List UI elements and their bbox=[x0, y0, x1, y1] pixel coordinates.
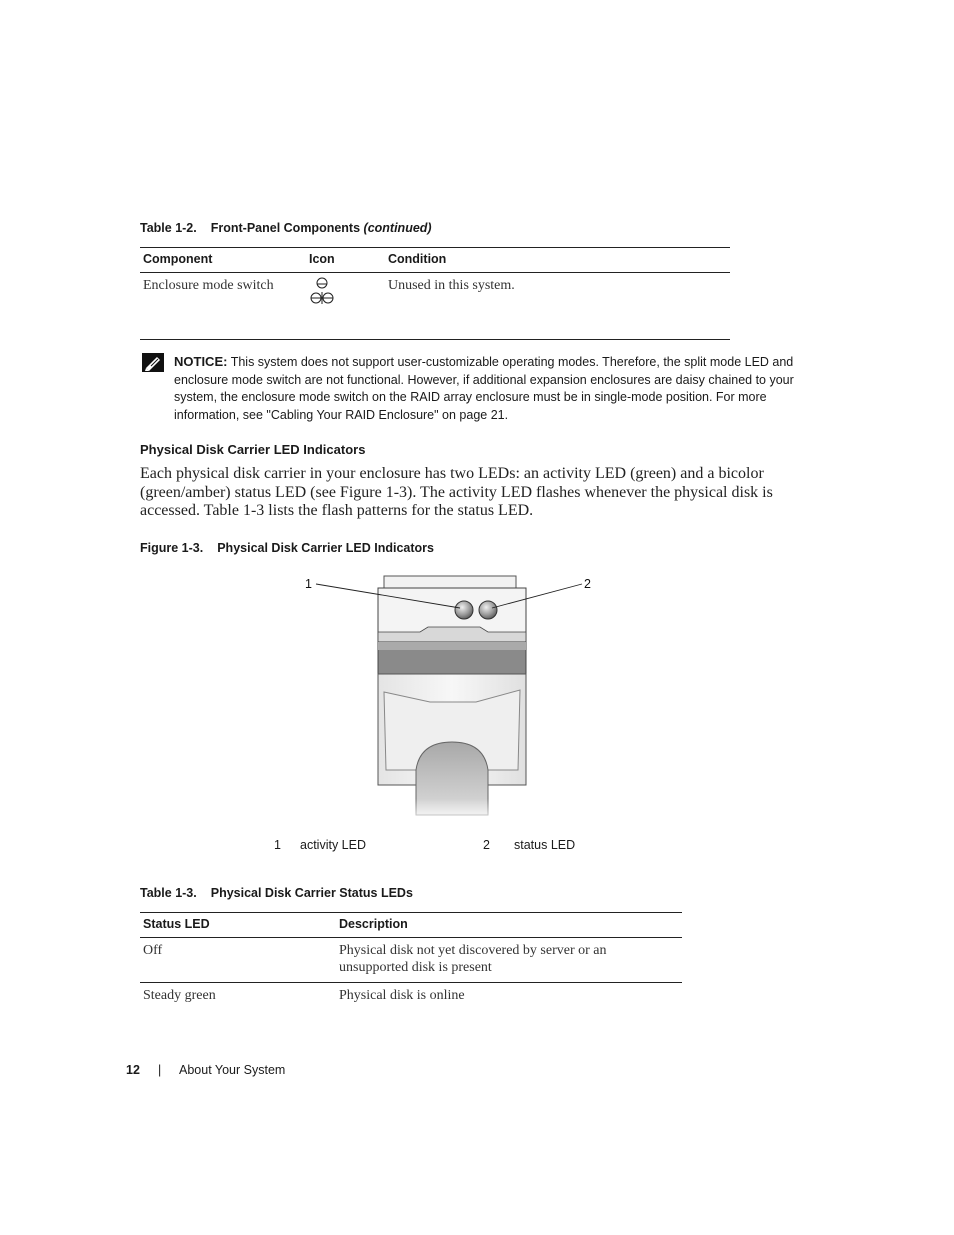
table-title: Front-Panel Components bbox=[210, 221, 361, 235]
table-header-row bbox=[140, 913, 682, 938]
enclosure-mode-icon bbox=[309, 277, 343, 307]
table-row bbox=[140, 983, 682, 1011]
table-title-suffix: (continued) bbox=[363, 221, 432, 235]
legend-item-2-number: 2 bbox=[483, 838, 490, 852]
table-1-3-caption bbox=[140, 886, 413, 900]
legend-item-1-label: activity LED bbox=[300, 838, 366, 852]
table-row bbox=[140, 938, 682, 983]
column-header: Status LED bbox=[140, 913, 336, 938]
activity-led bbox=[455, 601, 473, 619]
table-header-row bbox=[140, 248, 730, 273]
callout-2: 2 bbox=[584, 577, 591, 591]
figure-number: Figure 1-3. bbox=[140, 541, 204, 555]
table-cell: Off bbox=[140, 938, 336, 983]
table-1-2-caption bbox=[140, 221, 432, 235]
table-cell: Physical disk is online bbox=[339, 988, 465, 1003]
table-number: Table 1-3. bbox=[140, 886, 197, 900]
column-header: Component bbox=[140, 248, 306, 273]
table-row bbox=[140, 273, 730, 340]
notice bbox=[174, 353, 814, 424]
status-led bbox=[479, 601, 497, 619]
notice-text: This system does not support user-customizable operating modes. Therefore, the split mode LED and enclosure mode switch are not functional. However, if additional expansion enclosures are daisy chained to your system, the enclosure mode switch on the RAID array enclosure must be in single-mode position. For more information, see "Cabling Your RAID Enclosure" on page 21. bbox=[174, 355, 794, 422]
column-header: Description bbox=[336, 913, 682, 938]
notice-label: NOTICE: bbox=[174, 354, 228, 369]
table-cell bbox=[306, 273, 385, 340]
figure-title: Physical Disk Carrier LED Indicators bbox=[217, 541, 434, 555]
legend-item-2-label: status LED bbox=[514, 838, 576, 852]
table-cell: Physical disk not yet discovered by server or an unsupported disk is present bbox=[336, 938, 682, 983]
figure-1-3-caption bbox=[140, 541, 434, 555]
footer-separator: | bbox=[158, 1063, 162, 1077]
section-heading: Physical Disk Carrier LED Indicators bbox=[140, 442, 366, 457]
callout-1: 1 bbox=[305, 577, 312, 591]
disk-carrier-illustration bbox=[290, 570, 610, 825]
legend-item-1-number: 1 bbox=[274, 838, 281, 852]
table-number: Table 1-2. bbox=[140, 221, 197, 235]
page-number: 12 bbox=[126, 1063, 140, 1077]
front-panel-components-table bbox=[140, 247, 730, 340]
section-paragraph: Each physical disk carrier in your enclosure has two LEDs: an activity LED (green) and a bicolor (green/amber) status LED (see Figure 1-3). The activity LED flashes whenever the physical disk is accessed. Table 1-3 lists the flash patterns for the status LED. bbox=[140, 465, 773, 519]
table-cell: Unused in this system. bbox=[385, 273, 730, 340]
column-header: Condition bbox=[385, 248, 730, 273]
table-cell: Enclosure mode switch bbox=[140, 273, 306, 340]
notice-icon bbox=[142, 353, 164, 372]
status-leds-table bbox=[140, 912, 682, 1010]
footer-section: About Your System bbox=[179, 1063, 286, 1077]
table-title: Physical Disk Carrier Status LEDs bbox=[210, 886, 413, 900]
column-header: Icon bbox=[306, 248, 385, 273]
table-cell: Steady green bbox=[143, 988, 216, 1003]
